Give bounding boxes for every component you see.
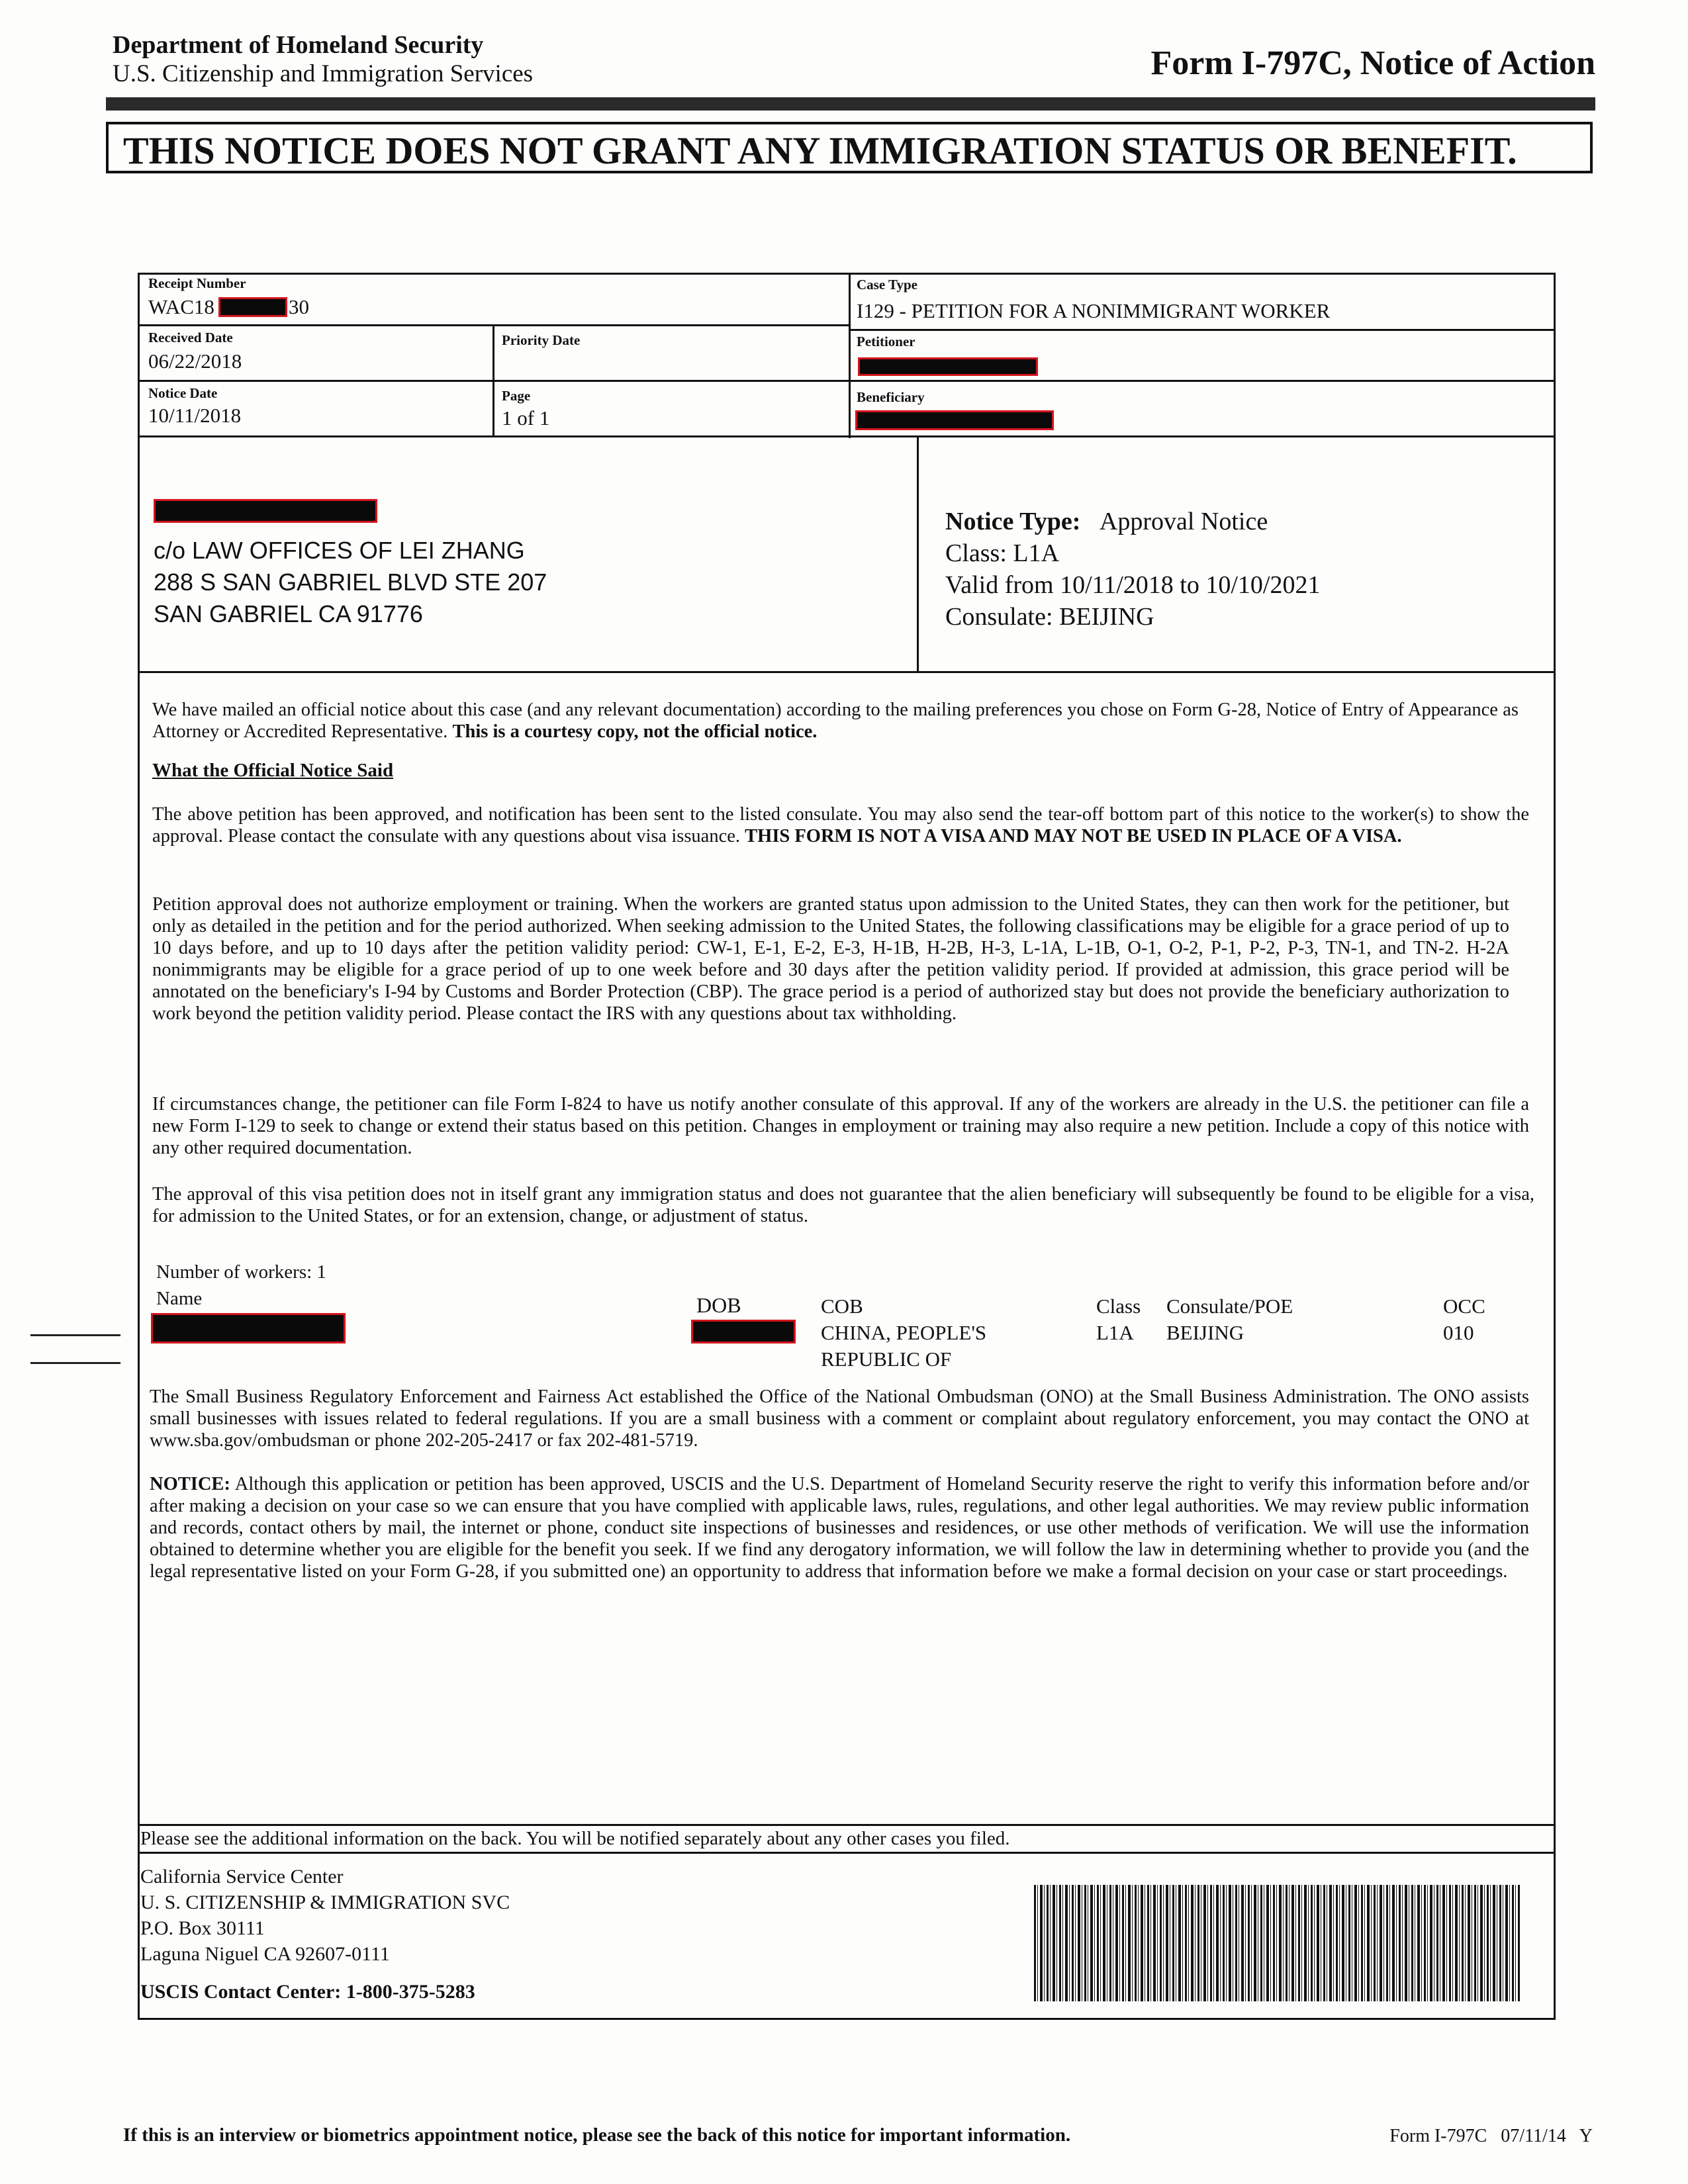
- petitioner-redaction: [858, 357, 1038, 376]
- case-type-value: I129 - PETITION FOR A NONIMMIGRANT WORKER: [857, 299, 1331, 322]
- biometrics-note: If this is an interview or biometrics appointment notice, please see the back of this notice for important information.: [123, 2124, 1071, 2146]
- subagency-name: U.S. Citizenship and Immigration Services: [113, 60, 534, 87]
- cob-value: CHINA, PEOPLE'S: [821, 1321, 987, 1344]
- beneficiary-redaction: [855, 410, 1054, 430]
- form-title: Form I-797C, Notice of Action: [1150, 44, 1595, 82]
- approval-text: The above petition has been approved, and notification has been sent to the listed consulate. You may also send the tear-off bottom part of this notice to the worker(s) to show the approval. Please contact the consulate with any questions about visa issuance.: [152, 804, 1529, 846]
- redaction-block: [218, 297, 287, 317]
- service-center-line: U. S. CITIZENSHIP & IMMIGRATION SVC: [140, 1891, 510, 1913]
- occ-value: 010: [1443, 1321, 1474, 1344]
- no-status-paragraph: The approval of this visa petition does not in itself grant any immigration status and does not guarantee that the alien beneficiary will subsequently be found to be eligible for a visa, for admission to the United States, or for an extension, change, or adjustment of status.: [152, 1184, 1534, 1226]
- circumstances-paragraph: If circumstances change, the petitioner can file Form I-824 to have us notify another consulate of this approval. If any of the workers are already in the U.S. the petitioner can file a new Form I-129 to seek to change or extend their status based on this petition. Changes in employment or training may also require a new petition. Include a copy of this notice with any other required documentation.: [152, 1094, 1529, 1158]
- notice-type-label: Notice Type:: [945, 508, 1081, 535]
- receipt-number-prefix: WAC18: [148, 295, 214, 318]
- notice-info: [945, 506, 1320, 633]
- received-date-label: Received Date: [148, 330, 233, 345]
- approval-paragraph: [152, 803, 1529, 847]
- grid-line: [849, 380, 1556, 382]
- margin-mark: [30, 1362, 120, 1364]
- beneficiary-label: Beneficiary: [857, 389, 925, 405]
- page-value: 1 of 1: [502, 406, 550, 430]
- visa-class: Class: L1A: [945, 539, 1060, 567]
- grid-line: [138, 435, 1556, 437]
- received-date-value: 06/22/2018: [148, 349, 242, 373]
- sbrefa-paragraph: The Small Business Regulatory Enforcement and Fairness Act established the Office of the National Ombudsman (ONO) at the Small Business Administration. The ONO assists small businesses with issues related to federal regulations. If you are a small business with a comment or complaint about regulatory enforcement, you may contact the ONO at www.sba.gov/ombudsman or phone 202-205-2417 or fax 202-481-5719.: [150, 1387, 1529, 1451]
- grid-line: [138, 671, 1556, 673]
- service-center-line: P.O. Box 30111: [140, 1917, 265, 1939]
- not-a-visa-text: THIS FORM IS NOT A VISA AND MAY NOT BE USED IN PLACE OF A VISA.: [745, 826, 1402, 846]
- priority-date-label: Priority Date: [502, 332, 581, 348]
- worker-name-header: Name: [156, 1288, 203, 1309]
- petitioner-label: Petitioner: [857, 334, 915, 349]
- cob-column: [821, 1293, 986, 1373]
- see-back-note: Please see the additional information on the back. You will be notified separately about any other cases you filed.: [140, 1828, 1010, 1849]
- address-line: 288 S SAN GABRIEL BLVD STE 207: [154, 569, 547, 596]
- consulate-column: [1166, 1293, 1293, 1346]
- contact-center: USCIS Contact Center: 1-800-375-5283: [140, 1981, 475, 2003]
- grid-line: [138, 1852, 1556, 1854]
- intro-bold: This is a courtesy copy, not the official notice.: [452, 721, 818, 742]
- occ-column: [1443, 1293, 1485, 1346]
- agency-name: Department of Homeland Security: [113, 31, 484, 59]
- occ-header: OCC: [1443, 1295, 1485, 1318]
- intro-text: We have mailed an official notice about this case (and any relevant documentation) according to the mailing preferences you chose on Form G-28, Notice of Entry of Appearance as Attorney or Accredited Representative.: [152, 700, 1519, 742]
- cob-value-cont: REPUBLIC OF: [821, 1347, 952, 1371]
- addressee-redaction: [154, 499, 377, 523]
- grid-line: [849, 273, 851, 438]
- grace-period-paragraph: Petition approval does not authorize employment or training. When the workers are granted status upon admission to the United States, they can then work for the petitioner, but only as detailed in the petition and for the period authorized. When seeking admission to the United States, the following classifications may be eligible for a grace period of up to 10 days before, and up to 10 days after the petition validity period: CW-1, E-1, E-2, E-3, H-1B, H-2B, H-3, L-1A, L-1B, O-1, O-2, P-1, P-2, P-3, TN-1, and TN-2. H-2A nonimmigrants may be eligible for a grace period of up to one week before and 30 days after the petition validity period. If provided at admission, this grace period will be annotated on the beneficiary's I-94 by Customs and Border Protection (CBP). The grace period is a period of authorized stay but does not provide the beneficiary authorization to work beyond the petition validity period. Please contact the IRS with any questions about tax withholding.: [152, 894, 1509, 1024]
- validity-period: Valid from 10/11/2018 to 10/10/2021: [945, 571, 1321, 599]
- case-type-label: Case Type: [857, 277, 917, 293]
- grid-line: [492, 324, 494, 437]
- notice-date-value: 10/11/2018: [148, 404, 242, 427]
- worker-count: Number of workers: 1: [156, 1261, 326, 1283]
- class-value: L1A: [1096, 1321, 1134, 1344]
- dob-header: DOB: [696, 1293, 741, 1317]
- notice-type-value: Approval Notice: [1099, 508, 1268, 535]
- margin-mark: [30, 1334, 120, 1336]
- class-column: [1096, 1293, 1141, 1346]
- barcode: [1034, 1885, 1520, 2001]
- header-rule: [106, 97, 1595, 111]
- cob-header: COB: [821, 1295, 863, 1318]
- disclaimer-text: THIS NOTICE DOES NOT GRANT ANY IMMIGRATION STATUS OR BENEFIT.: [123, 129, 1517, 172]
- notice-paragraph: [150, 1473, 1529, 1582]
- receipt-number-label: Receipt Number: [148, 275, 246, 291]
- grid-line: [138, 1824, 1556, 1826]
- consulate-value: BEIJING: [1166, 1321, 1244, 1344]
- mailing-address: [154, 535, 547, 630]
- agency-header: [113, 30, 533, 89]
- worker-name-redaction: [151, 1313, 346, 1343]
- consulate-header: Consulate/POE: [1166, 1295, 1293, 1318]
- form-code: Form I-797C 07/11/14 Y: [1389, 2126, 1593, 2146]
- grid-line: [917, 435, 919, 672]
- address-line: c/o LAW OFFICES OF LEI ZHANG: [154, 537, 525, 564]
- disclaimer-banner: [106, 122, 1593, 173]
- service-center-address: [140, 1864, 510, 1967]
- notice-date-label: Notice Date: [148, 385, 218, 401]
- notice-text: Although this application or petition has been approved, USCIS and the U.S. Department of Homeland Security reserve the right to verify this information before and/or after making a decision on your case so we can ensure that you have complied with applicable laws, rules, regulations, and other legal authorities. We may review public information and records, contact others by mail, the internet or phone, conduct site inspections of businesses and residences, or use other methods of verification. We will use the information obtained to determine whether you are eligible for the benefit you seek. If we find any derogatory information, we will follow the law in determining whether to provide you (and the legal representative listed on your Form G-28, if you submitted one) an opportunity to address that information before we make a formal decision on your case or start proceedings.: [150, 1474, 1529, 1582]
- class-header: Class: [1096, 1295, 1141, 1318]
- address-line: SAN GABRIEL CA 91776: [154, 600, 423, 627]
- service-center-line: California Service Center: [140, 1866, 344, 1888]
- consulate: Consulate: BEIJING: [945, 603, 1154, 631]
- receipt-number-suffix: 30: [289, 295, 309, 318]
- section-heading: What the Official Notice Said: [152, 760, 394, 781]
- intro-paragraph: [152, 699, 1519, 743]
- page-label: Page: [502, 388, 531, 404]
- grid-line: [849, 329, 1556, 331]
- dob-redaction: [691, 1320, 796, 1343]
- service-center-line: Laguna Niguel CA 92607-0111: [140, 1943, 390, 1965]
- notice-label: NOTICE:: [150, 1474, 230, 1494]
